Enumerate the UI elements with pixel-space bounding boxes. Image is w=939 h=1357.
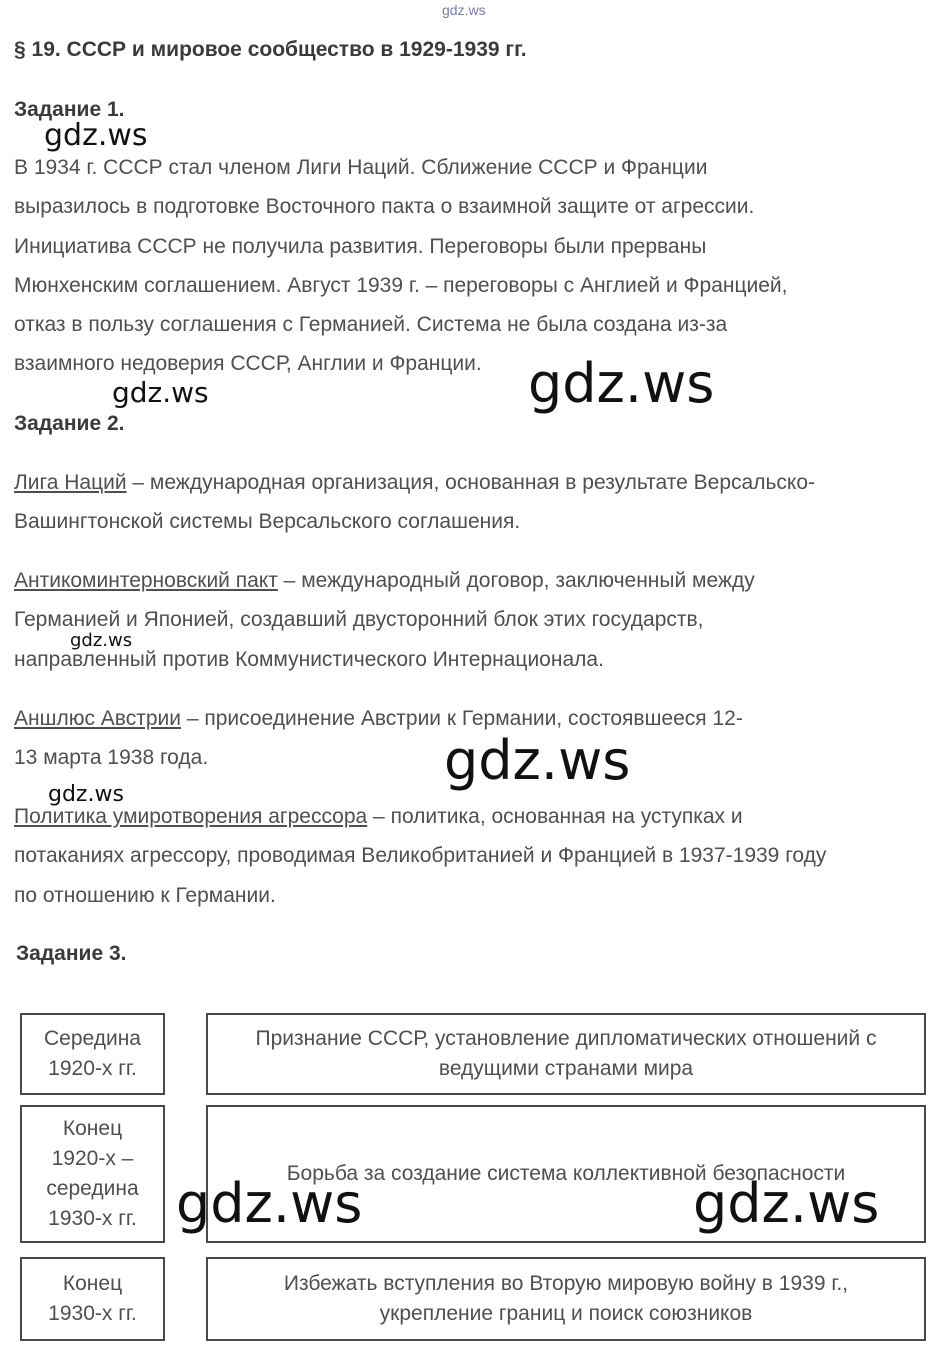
text-line: В 1934 г. СССР стал членом Лиги Наций. Сближение СССР и Франции bbox=[14, 156, 708, 179]
text-line: направленный против Коммунистического Интернационала. bbox=[14, 647, 604, 671]
text-line bbox=[14, 463, 815, 502]
text-line: взаимного недоверия СССР, Англии и Франции. bbox=[14, 352, 482, 376]
task2-heading: Задание 2. bbox=[14, 412, 125, 435]
page-title: § 19. СССР и мировое сообщество в 1929-1939 гг. bbox=[14, 38, 527, 61]
task3-heading: Задание 3. bbox=[16, 942, 127, 965]
watermark: gdz.ws bbox=[48, 782, 124, 807]
watermark: gdz.ws bbox=[693, 1172, 880, 1235]
task1-heading: Задание 1. bbox=[14, 98, 125, 121]
text-line: отказ в пользу соглашения с Германией. Система не была создана из-за bbox=[14, 313, 728, 337]
period-cell: Конец 1920-х – середина 1930-х гг. bbox=[20, 1105, 165, 1243]
watermark: gdz.ws bbox=[528, 352, 715, 415]
definition-league-of-nations bbox=[14, 463, 815, 542]
text-line: потаканиях агрессору, проводимая Великобританией и Францией в 1937-1939 году bbox=[14, 844, 827, 868]
task1-answer bbox=[14, 148, 787, 384]
watermark: gdz.ws bbox=[444, 729, 631, 792]
watermark: gdz.ws bbox=[44, 118, 148, 153]
text-line: Инициатива СССР не получила развития. Переговоры были прерваны bbox=[14, 234, 707, 258]
watermark: gdz.ws bbox=[70, 630, 133, 651]
period-cell: Конец 1930-х гг. bbox=[20, 1257, 165, 1341]
definition-appeasement bbox=[14, 797, 826, 915]
text-line: 13 марта 1938 года. bbox=[14, 746, 209, 770]
description-cell: Избежать вступления во Вторую мировую войну в 1939 г., укрепление границ и поиск союзников bbox=[206, 1257, 926, 1341]
watermark: gdz.ws bbox=[176, 1172, 363, 1235]
text-line: Вашингтонской системы Версальского соглашения. bbox=[14, 510, 521, 534]
definition-term: Аншлюс Австрии bbox=[14, 707, 181, 730]
definition-text: – присоединение Австрии к Германии, состоявшееся 12- bbox=[180, 707, 743, 730]
definition-text: – международный договор, заключенный между bbox=[277, 569, 755, 592]
text-line: Германией и Японией, создавший двусторонний блок этих государств, bbox=[14, 608, 704, 632]
definition-term: Политика умиротворения агрессора bbox=[14, 805, 368, 828]
text-line: по отношению к Германии. bbox=[14, 883, 276, 907]
description-cell: Борьба за создание система коллективной безопасности bbox=[206, 1105, 926, 1243]
definition-anschluss bbox=[14, 699, 743, 778]
watermark: gdz.ws bbox=[112, 376, 209, 409]
text-line bbox=[14, 797, 826, 836]
text-line bbox=[14, 699, 743, 738]
text-line: Мюнхенским соглашением. Август 1939 г. – переговоры с Англией и Францией, bbox=[14, 273, 788, 297]
definition-text: – политика, основанная на уступках и bbox=[367, 805, 743, 828]
definition-term: Антикоминтерновский пакт bbox=[14, 569, 278, 592]
text-line: выразилось в подготовке Восточного пакта о взаимной защите от агрессии. bbox=[14, 195, 755, 219]
watermark-top: gdz.ws bbox=[442, 2, 486, 18]
definition-text: – международная организация, основанная в результате Версальско- bbox=[126, 471, 816, 494]
text-line bbox=[14, 561, 755, 600]
definition-term: Лига Наций bbox=[14, 471, 127, 494]
definition-anti-comintern-pact bbox=[14, 561, 755, 679]
period-cell: Середина 1920-х гг. bbox=[20, 1013, 165, 1095]
description-cell: Признание СССР, установление дипломатических отношений с ведущими странами мира bbox=[206, 1013, 926, 1095]
